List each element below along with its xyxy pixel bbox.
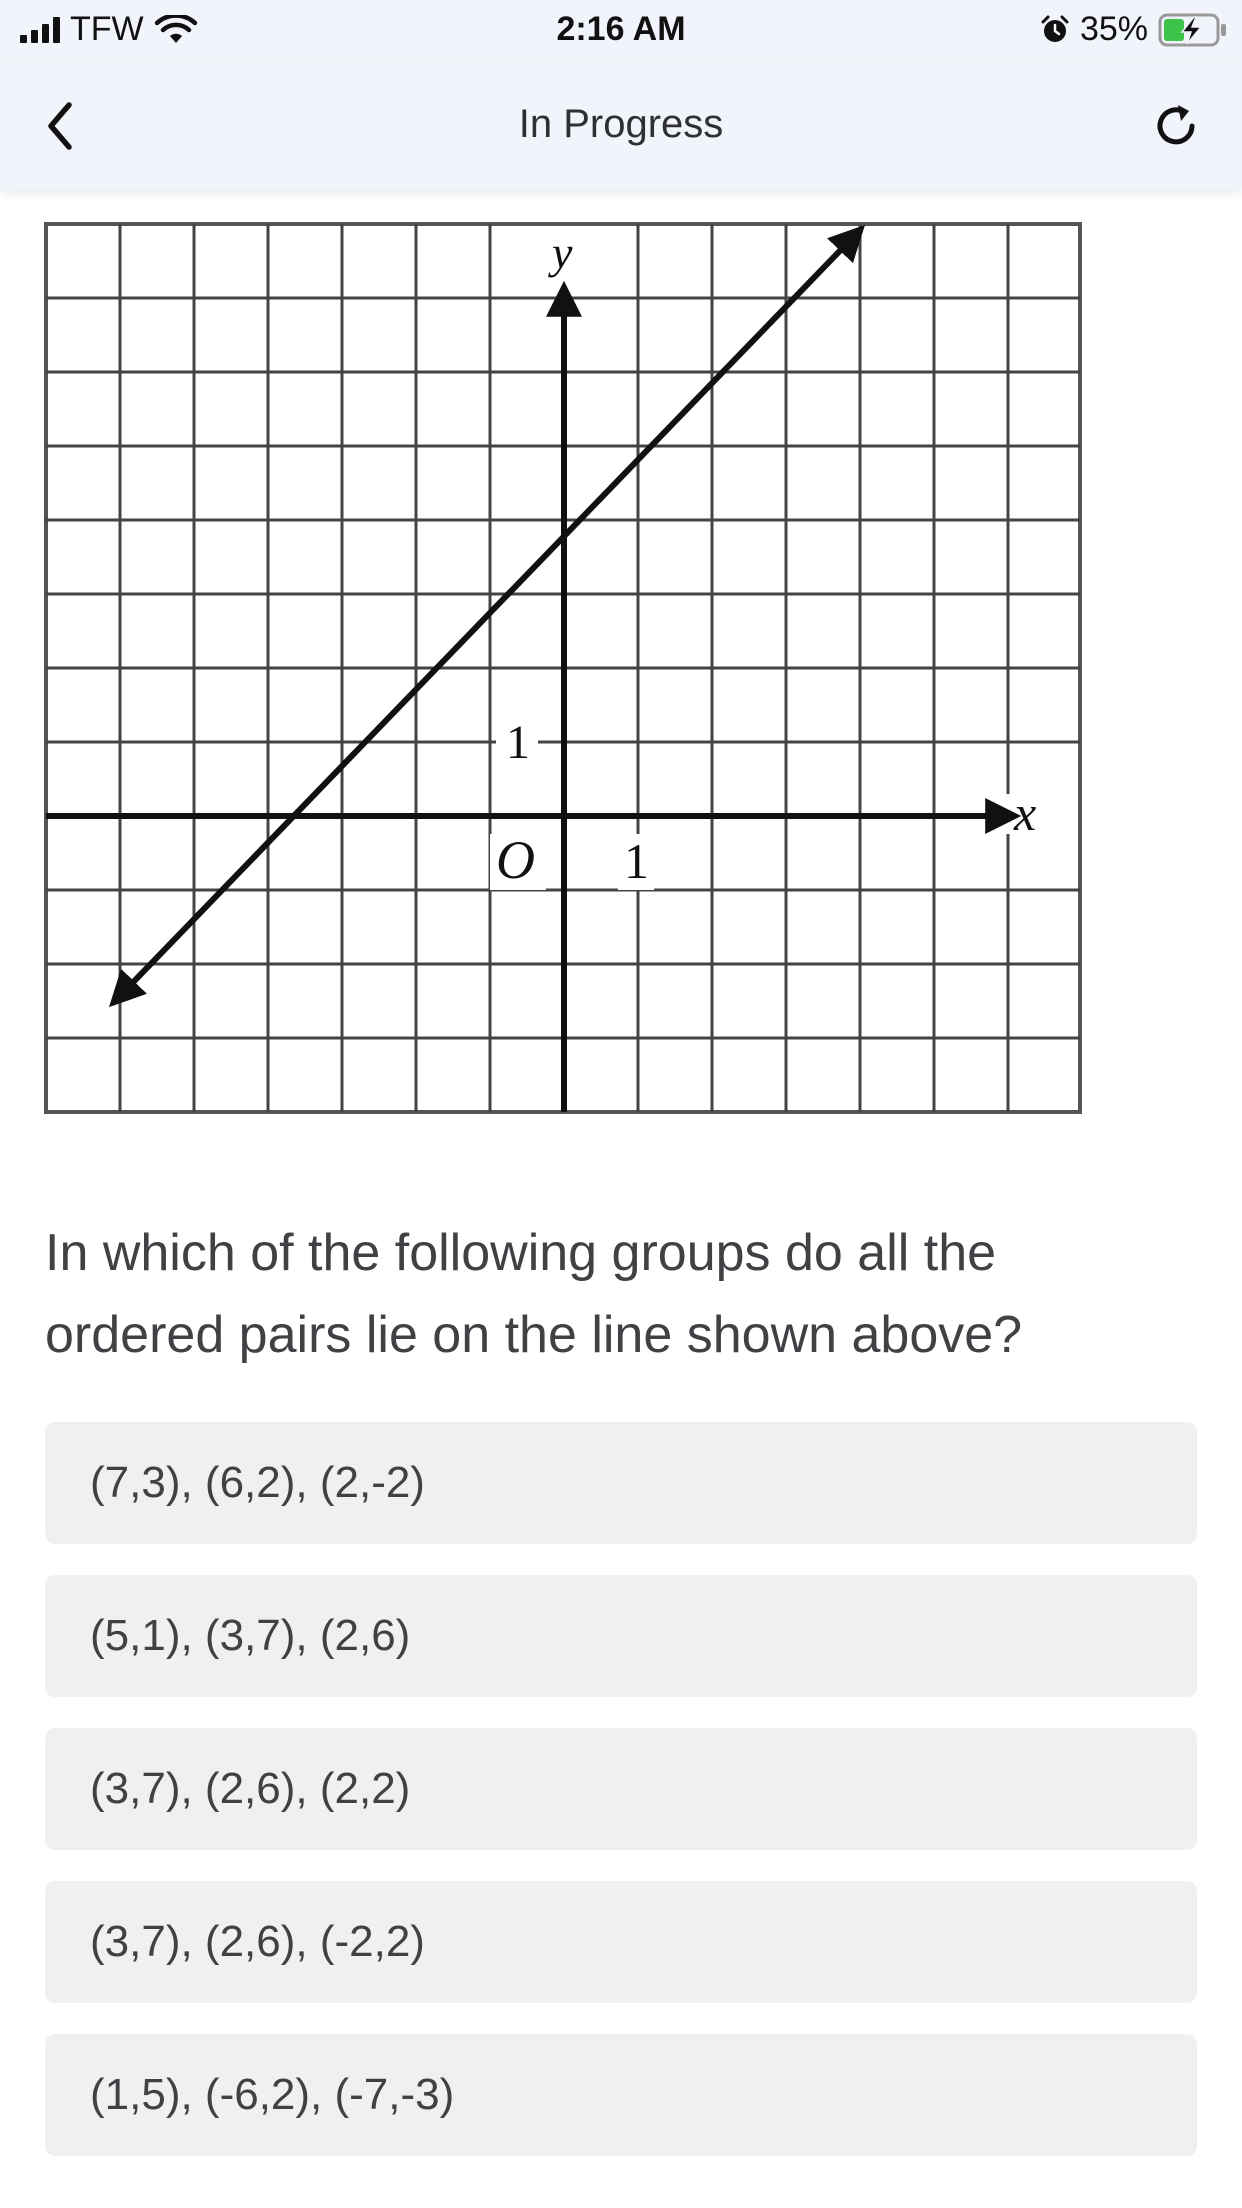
status-left [20,10,198,49]
nav-bar [0,62,1242,190]
status-time: 2:16 AM [556,10,686,48]
answer-option-5[interactable]: (1,5), (-6,2), (-7,-3) [45,2034,1197,2156]
battery-charging-icon [1158,13,1228,47]
question-text: In which of the following groups do all the ordered pairs lie on the line shown above? [45,1224,1023,1364]
answer-option-2[interactable]: (5,1), (3,7), (2,6) [45,1575,1197,1697]
y-axis-label: y [552,227,573,278]
coordinate-graph [44,222,1082,1114]
page-title: In Progress [518,102,724,146]
status-bar [0,0,1242,62]
answer-option-4[interactable]: (3,7), (2,6), (-2,2) [45,1881,1197,2003]
origin-label: O [496,830,535,890]
battery-percent: 35% [1079,10,1148,48]
chevron-left-icon [45,101,75,151]
back-button[interactable] [30,92,90,160]
wifi-icon [154,15,198,45]
answer-options [45,1422,1197,2187]
refresh-button[interactable] [1144,94,1208,158]
answer-option-3[interactable]: (3,7), (2,6), (2,2) [45,1728,1197,1850]
y-tick-label: 1 [506,716,530,769]
answer-option-1[interactable]: (7,3), (6,2), (2,-2) [45,1422,1197,1544]
alarm-icon [1040,15,1070,45]
carrier-label: TFW [70,10,144,48]
status-right [1040,10,1228,49]
x-tick-label: 1 [624,833,649,889]
refresh-icon [1151,101,1201,151]
signal-icon [20,17,60,43]
x-axis-label: x [1014,785,1037,841]
